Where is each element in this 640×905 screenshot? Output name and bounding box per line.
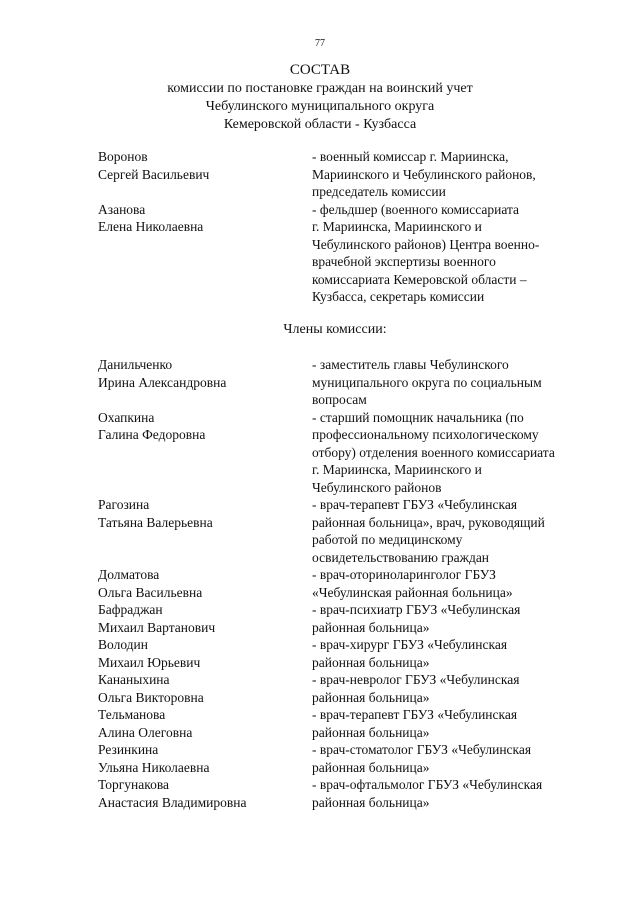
title-heading: СОСТАВ	[289, 62, 351, 78]
person-role: - врач-хирург ГБУЗ «Чебулинская районная больница»	[312, 637, 508, 670]
person-name	[98, 636, 312, 671]
person-given-names: Михаил Юрьевич	[98, 654, 201, 670]
person-role: - врач-стоматолог ГБУЗ «Чебулинская районная больница»	[312, 742, 532, 775]
person-given-names: Галина Федоровна	[98, 427, 206, 442]
members-list	[98, 356, 598, 811]
person-surname: Рагозина	[98, 497, 150, 512]
person-given-names: Ирина Александровна	[98, 374, 227, 390]
list-item	[98, 148, 598, 201]
list-item	[98, 201, 598, 306]
person-given-names: Сергей Васильевич	[98, 166, 210, 182]
members-heading: Члены комиссии:	[283, 322, 387, 337]
leaders-list	[98, 148, 598, 306]
person-surname: Торгунакова	[98, 777, 170, 792]
list-item	[98, 671, 598, 706]
person-surname: Долматова	[98, 567, 160, 582]
person-name	[98, 201, 312, 306]
list-item	[98, 636, 598, 671]
person-role: - врач-невролог ГБУЗ «Чебулинская районная больница»	[312, 672, 520, 705]
person-surname: Бафраджан	[98, 602, 163, 617]
person-surname: Тельманова	[98, 707, 166, 722]
person-role: - врач-терапевт ГБУЗ «Чебулинская районная больница», врач, руководящий работой по медицинскому освидетельствованию граждан	[312, 497, 545, 565]
document-title	[0, 60, 640, 134]
list-item	[98, 601, 598, 636]
person-name	[98, 496, 312, 566]
person-given-names: Елена Николаевна	[98, 219, 204, 234]
list-item	[98, 409, 598, 497]
person-surname: Володин	[98, 637, 148, 652]
person-name	[98, 706, 312, 741]
person-role: - военный комиссар г. Мариинска, Мариинского и Чебулинского районов, председатель комиссии	[312, 149, 536, 199]
title-line-district: Чебулинского муниципального округа	[205, 99, 435, 114]
list-item	[98, 741, 598, 776]
person-surname: Резинкина	[98, 742, 159, 757]
list-item	[98, 566, 598, 601]
person-given-names: Ольга Васильевна	[98, 584, 203, 600]
person-role: - врач-психиатр ГБУЗ «Чебулинская районная больница»	[312, 602, 521, 635]
person-given-names: Алина Олеговна	[98, 724, 193, 740]
list-item	[98, 706, 598, 741]
person-role: - заместитель главы Чебулинского муниципального округа по социальным вопросам	[312, 357, 542, 407]
person-name	[98, 148, 312, 201]
person-role: - старший помощник начальника (по профессиональному психологическому отбору) отделения военного комиссариата г. Мариинска, Мариинского и Чебулинского районов	[312, 409, 555, 495]
person-surname: Воронов	[98, 149, 148, 164]
person-surname: Охапкина	[98, 409, 155, 425]
person-name	[98, 566, 312, 601]
page-number: 77	[315, 38, 325, 49]
person-role: - врач-терапевт ГБУЗ «Чебулинская районная больница»	[312, 707, 518, 740]
person-name	[98, 741, 312, 776]
person-given-names: Анастасия Владимировна	[98, 794, 247, 810]
person-name	[98, 409, 312, 497]
list-item	[98, 776, 598, 811]
person-given-names: Ольга Викторовна	[98, 689, 204, 705]
person-name	[98, 601, 312, 636]
title-line-commission: комиссии по постановке граждан на воинский учет	[167, 81, 473, 96]
person-name	[98, 671, 312, 706]
person-surname: Кананыхина	[98, 672, 170, 687]
person-given-names: Татьяна Валерьевна	[98, 514, 213, 530]
title-line-region: Кемеровской области - Кузбасса	[223, 117, 417, 132]
person-given-names: Михаил Вартанович	[98, 619, 216, 635]
person-role: - врач-офтальмолог ГБУЗ «Чебулинская районная больница»	[312, 777, 543, 810]
list-item	[98, 356, 598, 409]
person-name	[98, 776, 312, 811]
person-role: - фельдшер (военного комиссариата г. Мариинска, Мариинского и Чебулинского районов) Центра военно- врачебной экспертизы военного комиссариата Кемеровской области – Кузбасса, секретарь комиссии	[312, 201, 540, 304]
person-surname: Данильченко	[98, 357, 173, 372]
person-given-names: Ульяна Николаевна	[98, 759, 210, 775]
person-role: - врач-оториноларинголог ГБУЗ «Чебулинская районная больница»	[312, 567, 513, 600]
person-name	[98, 356, 312, 409]
person-surname: Азанова	[98, 201, 146, 217]
list-item	[98, 496, 598, 566]
